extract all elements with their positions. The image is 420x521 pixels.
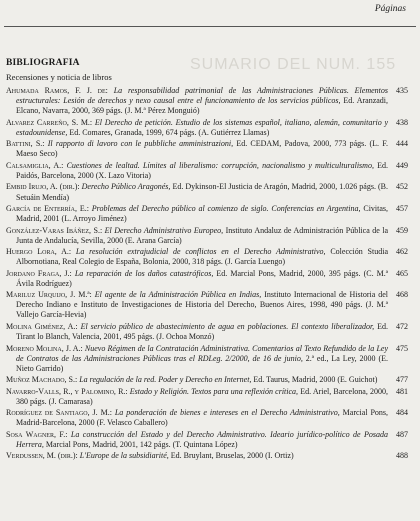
entry-author: Embid Irujo, A. (dir.): (6, 182, 80, 192)
bibliography-entry (6, 387, 388, 407)
entry-text (6, 161, 388, 181)
entry-title: El servicio público de abastecimiento de agua en poblaciones. El contexto liberalizador, (80, 321, 375, 331)
entry-text (6, 118, 388, 138)
entry-page-number: 444 (396, 139, 408, 148)
entry-page-number: 457 (396, 204, 408, 213)
entry-author: Molina Giménez, A.: (6, 321, 78, 331)
bibliography-entry (6, 226, 388, 246)
entry-text (6, 430, 388, 450)
entry-publication: Civitas, Madrid, 2001 (L. Arroyo Jiménez) (16, 203, 389, 224)
entry-text (6, 139, 388, 159)
entry-text (6, 322, 388, 342)
show-through-text: SUMARIO DEL NUM. 155 (190, 56, 397, 73)
entry-title: La resolución extrajudicial de conflictos en el Derecho Administrativo, (75, 247, 326, 257)
entry-author: Sosa Wagner, F.: (6, 429, 68, 439)
entry-publication: Ed. Comares, Granada, 1999, 674 págs. (A. Gutiérrez Llamas) (69, 127, 270, 137)
entry-author: Jordano Fraga, J.: (6, 268, 72, 278)
entry-author: González-Varas Ibáñez, S.: (6, 225, 103, 235)
entries-list (6, 86, 388, 463)
entry-author: Battini, S.: (6, 139, 45, 149)
entry-title: Estado y Religión. Textos para una reflexión crítica, (129, 386, 299, 396)
section-title: BIBLIOGRAFIA (6, 58, 80, 68)
entry-publication: Ed. Paidós, Barcelona, 2000 (X. Lazo Vitoria) (16, 160, 389, 180)
bibliography-entry (6, 344, 388, 374)
entry-title: L'Europe de la subsidiarité, (79, 451, 169, 461)
entry-title: La ponderación de bienes e intereses en el Derecho Administrativo, (114, 408, 340, 418)
header-rule (4, 26, 416, 27)
bibliography-entry (6, 182, 388, 202)
entry-title: La reparación de los daños catastróficos, (74, 268, 214, 278)
bibliography-entry (6, 322, 388, 342)
entry-page-number: 462 (396, 247, 408, 256)
bibliography-entry (6, 408, 388, 428)
entry-page-number: 435 (396, 86, 408, 95)
entry-page-number: 477 (396, 375, 408, 384)
bibliography-entry (6, 204, 388, 224)
bibliography-entry (6, 451, 388, 461)
bibliography-entry (6, 375, 388, 385)
entry-author: Verdussen, M. (dir.): (6, 451, 78, 461)
entry-title: La construcción del Estado y del Derecho Administrativo. Ideario jurídico-político de Posada Herrera, (16, 429, 389, 449)
entry-title: El agente de la Administración Pública en Indias, (94, 290, 262, 300)
entry-publication: Ed. Tirant lo Blanch, Valencia, 2001, 495 págs. (J. Ochoa Monzó) (16, 321, 389, 342)
entry-publication: 2.ª ed., La Ley, 2000 (E. Nieto Garrido) (16, 353, 389, 373)
entry-page-number: 472 (396, 322, 408, 331)
entry-text (6, 375, 388, 385)
entry-text (6, 269, 388, 289)
entry-publication: Ed. Taurus, Madrid, 2000 (E. Guichot) (253, 375, 378, 385)
entry-title: El Derecho Administrativo Europeo, (104, 225, 224, 235)
entry-page-number: 481 (396, 387, 408, 396)
bibliography-entry (6, 430, 388, 450)
entry-page-number: 484 (396, 408, 408, 417)
entry-publication: Ed. Dykinson-El Justicia de Aragón, Madrid, 2000, 1.026 págs. (B. Setuáin Mendía) (16, 182, 389, 202)
entry-publication: Ed. Marcial Pons, Madrid, 2000, 395 págs. (C. M.ª Ávila Rodríguez) (16, 268, 388, 288)
entry-publication: Instituto Andaluz de Administración Pública de la Junta de Andalucía, Sevilla, 2000 (E. Arana García) (16, 225, 389, 245)
entry-page-number: 438 (396, 118, 408, 127)
entry-text (6, 182, 388, 202)
entry-title: La responsabilidad patrimonial de las Administraciones Públicas. Elementos estructurales: Lesión de derechos y nexo causal entre el funcionamiento de los servicios públicos, (16, 86, 388, 106)
entry-page-number: 449 (396, 161, 408, 170)
entry-title: La regulación de la red. Poder y Derecho en Internet, (79, 375, 252, 385)
entry-title: El Derecho de petición. Estudio de los sistemas español, italiano, alemán, comunitario y estadounidense, (16, 117, 389, 137)
entry-page-number: 475 (396, 344, 408, 353)
entry-author: Muñoz Machado, S.: (6, 375, 78, 385)
entry-title: Il rapporto di lavoro con le pubbliche amministrazioni, (47, 139, 234, 149)
entry-title: Derecho Público Aragonés, (81, 182, 171, 192)
entry-author: García de Enterría, E.: (6, 203, 89, 213)
entry-text (6, 344, 388, 374)
entry-page-number: 452 (396, 182, 408, 191)
bibliography-entry (6, 290, 388, 320)
entry-text (6, 387, 388, 407)
entry-publication: Ed. Ariel, Barcelona, 2000, 380 págs. (J. Camarasa) (16, 386, 388, 406)
entry-author: Alvarez Carreño, S. M.: (6, 117, 93, 127)
entry-publication: Ed. Aranzadi, Elcano, Navarra, 2000, 369 págs. (J. M.ª Pérez Monguió) (16, 96, 389, 116)
entry-page-number: 465 (396, 269, 408, 278)
entry-title: Nuevo Régimen de la Contratación Administrativa. Comentarios al Texto Refundido de la Ley de Contratos de las Administraciones Públicas tras el RDLeg. 2/2000, de 16 de junio, (16, 343, 388, 363)
entry-title: Cuestiones de lealtad. Límites al liberalismo: corrupción, nacionalismo y multiculturalismo, (66, 160, 374, 170)
entry-text (6, 247, 388, 267)
entry-author: Rodríguez de Santiago, J. M.: (6, 408, 112, 418)
entry-page-number: 488 (396, 451, 408, 460)
page-column-header: Páginas (374, 4, 406, 14)
entry-text (6, 408, 388, 428)
entry-publication: Colección Studia Albornotiana, Real Colegio de España, Bolonia, 2000, 318 págs. (J. García Luengo) (16, 247, 388, 267)
entry-publication: Ed. CEDAM, Padova, 2000, 773 págs. (L. F. Maeso Seco) (16, 139, 389, 159)
entry-author: Moreno Molina, J. A.: (6, 343, 83, 353)
entry-author: Ahumada Ramos, F. J. de: (6, 86, 108, 95)
entry-text (6, 86, 388, 116)
entry-page-number: 487 (396, 430, 408, 439)
entry-author: Huergo Lora, A.: (6, 247, 72, 257)
entry-page-number: 459 (396, 226, 408, 235)
bibliography-entry (6, 161, 388, 181)
entry-publication: Marcial Pons, Madrid, 2001, 142 págs. (T. Quintana López) (45, 439, 238, 449)
entry-publication: Ed. Bruylant, Bruselas, 2000 (I. Ortiz) (170, 451, 294, 461)
entry-publication: Instituto Internacional de Historia del Derecho Indiano e Instituto de Investigaciones de Historia del Derecho, Buenos Aires, 1998, 490 págs. (J. M.ª Vallejo García-Hevia) (16, 290, 389, 320)
entry-title: Problemas del Derecho público al comienzo de siglo. Conferencias en Argentina, (91, 203, 361, 213)
entry-text (6, 290, 388, 320)
entry-author: Mariluz Urquijo, J. M.ª: (6, 290, 92, 300)
entry-text (6, 451, 388, 461)
subsection-title: Recensiones y noticia de libros (6, 72, 112, 82)
entry-text (6, 204, 388, 224)
bibliography-entry (6, 247, 388, 267)
entry-author: Navarro-Valls, R., y Palomino, R.: (6, 386, 128, 396)
entry-author: Calsamiglia, A.: (6, 160, 64, 170)
bibliography-entry (6, 118, 388, 138)
entry-page-number: 468 (396, 290, 408, 299)
bibliography-entry (6, 86, 388, 116)
entry-publication: Marcial Pons, Madrid-Barcelona, 2000 (F. Velasco Caballero) (16, 408, 389, 428)
bibliography-entry (6, 269, 388, 289)
bibliography-entry (6, 139, 388, 159)
entry-text (6, 226, 388, 246)
